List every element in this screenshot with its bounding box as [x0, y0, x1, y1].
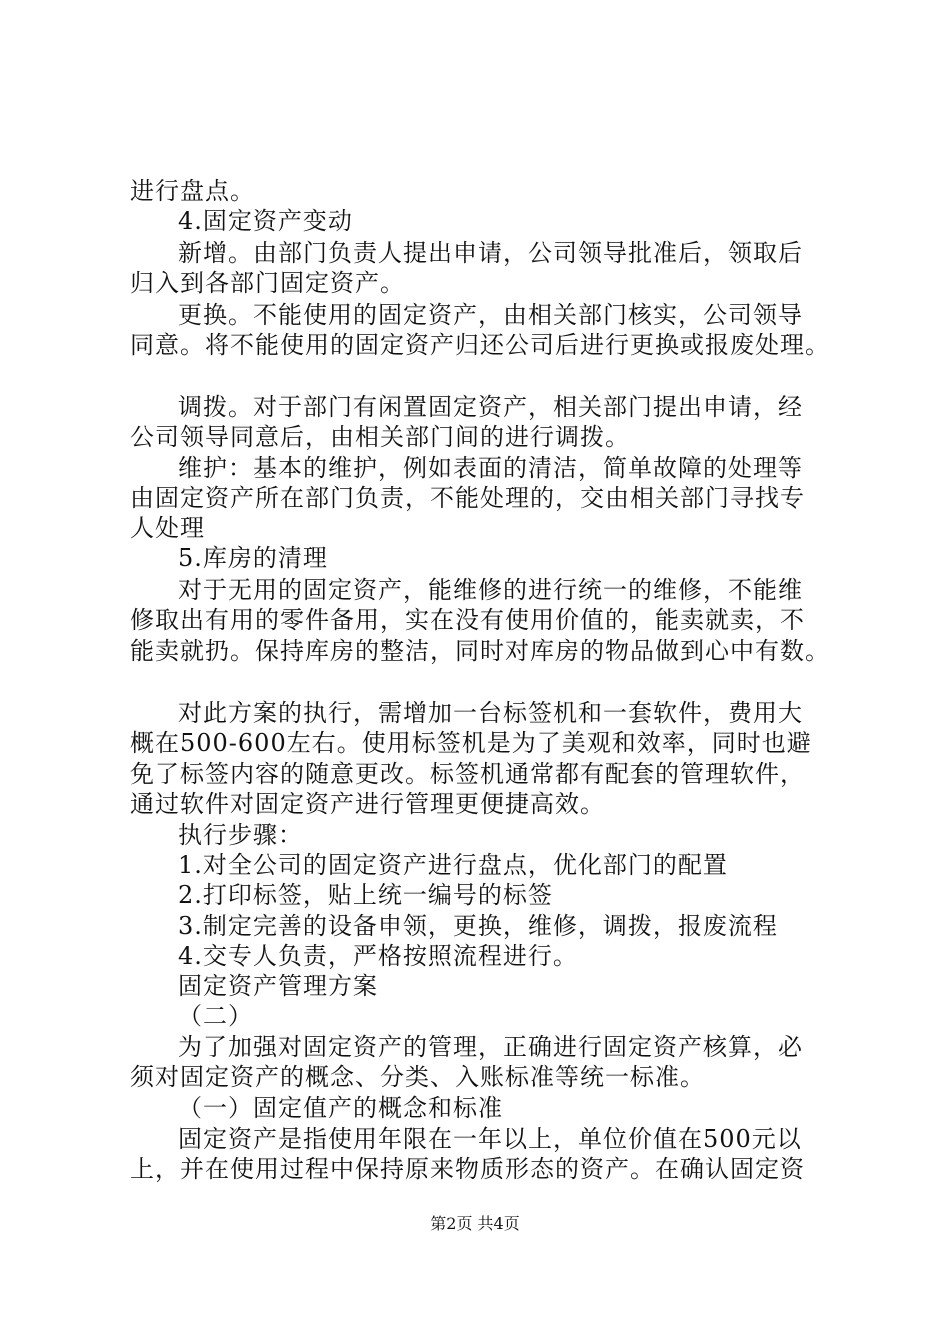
page-footer: 第2页 共4页: [430, 1214, 520, 1233]
document-title: 固定资产管理方案: [178, 972, 378, 1000]
section-heading: （一）固定值产的概念和标准: [178, 1094, 503, 1122]
text-line: 为了加强对固定资产的管理，正确进行固定资产核算，必: [178, 1033, 803, 1061]
text-line: 修取出有用的零件备用，实在没有使用价值的，能卖就卖，不: [130, 606, 805, 634]
section-heading: 4.固定资产变动: [178, 207, 353, 235]
text-line: 归入到各部门固定资产。: [130, 269, 405, 297]
text-line: 上，并在使用过程中保持原来物质形态的资产。在确认固定资: [130, 1155, 805, 1183]
text-line: 公司领导同意后，由相关部门间的进行调拨。: [130, 423, 630, 451]
list-item: 1.对全公司的固定资产进行盘点，优化部门的配置: [178, 851, 728, 879]
text-line: 对此方案的执行，需增加一台标签机和一套软件，费用大: [178, 699, 803, 727]
text-line: 调拨。对于部门有闲置固定资产，相关部门提出申请，经: [178, 393, 803, 421]
text-line: 人处理: [130, 514, 205, 542]
list-item: 3.制定完善的设备申领，更换，维修，调拨，报废流程: [178, 912, 778, 940]
text-line: 更换。不能使用的固定资产，由相关部门核实，公司领导: [178, 301, 803, 329]
text-line: 概在500-600左右。使用标签机是为了美观和效率，同时也避: [130, 729, 812, 757]
list-item: 4.交专人负责，严格按照流程进行。: [178, 942, 578, 970]
text-line: 进行盘点。: [130, 177, 255, 205]
text-line: 能卖就扔。保持库房的整洁，同时对库房的物品做到心中有数。: [130, 637, 830, 665]
list-item: 2.打印标签，贴上统一编号的标签: [178, 881, 553, 909]
text-line: 免了标签内容的随意更改。标签机通常都有配套的管理软件，: [130, 760, 805, 788]
text-line: 须对固定资产的概念、分类、入账标准等统一标准。: [130, 1063, 705, 1091]
text-line: 执行步骤：: [178, 821, 303, 849]
text-line: 同意。将不能使用的固定资产归还公司后进行更换或报废处理。: [130, 331, 830, 359]
text-line: 新增。由部门负责人提出申请，公司领导批准后，领取后: [178, 239, 803, 267]
text-line: 对于无用的固定资产，能维修的进行统一的维修，不能维: [178, 576, 803, 604]
text-line: 固定资产是指使用年限在一年以上，单位价值在500元以: [178, 1125, 802, 1153]
section-number: （二）: [178, 1002, 253, 1030]
text-line: 通过软件对固定资产进行管理更便捷高效。: [130, 790, 605, 818]
section-heading: 5.库房的清理: [178, 544, 328, 572]
text-line: 维护：基本的维护，例如表面的清洁，简单故障的处理等: [178, 454, 803, 482]
text-line: 由固定资产所在部门负责，不能处理的，交由相关部门寻找专: [130, 484, 805, 512]
